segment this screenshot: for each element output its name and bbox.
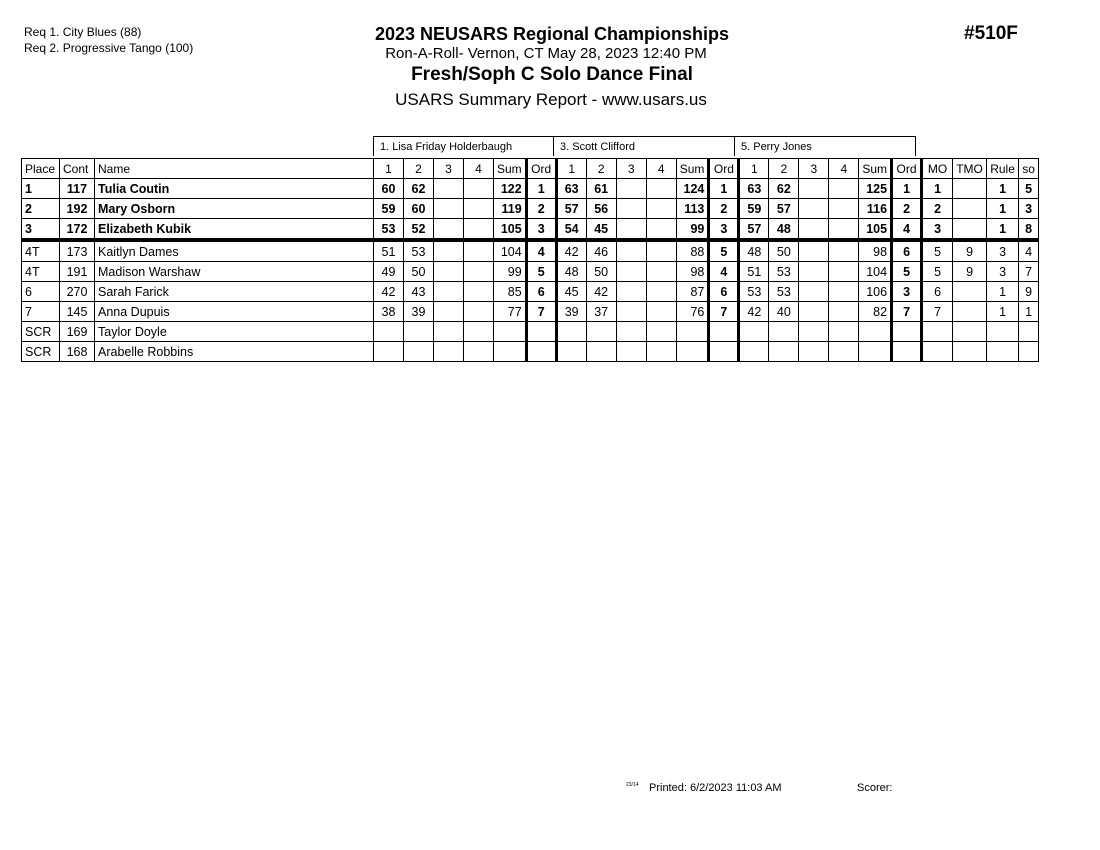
column-header: 4	[646, 159, 676, 179]
rule-cell	[987, 322, 1019, 342]
score-cell	[586, 342, 616, 362]
header-name: Name	[95, 159, 374, 179]
competition-title: 2023 NEUSARS Regional Championships	[374, 24, 730, 44]
mo-cell: 5	[922, 262, 953, 282]
so-cell: 9	[1019, 282, 1039, 302]
score-cell	[829, 322, 859, 342]
score-cell	[646, 179, 676, 199]
column-header: 3	[616, 159, 646, 179]
score-cell	[799, 302, 829, 322]
score-cell	[799, 262, 829, 282]
score-cell: 51	[739, 262, 769, 282]
score-cell	[616, 179, 646, 199]
score-cell	[799, 179, 829, 199]
score-cell	[769, 342, 799, 362]
skater-name: Madison Warshaw	[95, 262, 374, 282]
tmo-cell: 9	[953, 240, 987, 262]
score-cell	[829, 262, 859, 282]
score-cell: 53	[404, 240, 434, 262]
sum-cell: 99	[676, 219, 709, 241]
place-cell: 1	[22, 179, 60, 199]
table-header-row	[22, 159, 1039, 179]
sum-cell	[494, 342, 527, 362]
score-cell: 42	[556, 240, 586, 262]
column-header: 3	[434, 159, 464, 179]
required-dance-2: Req 2. Progressive Tango (100)	[24, 41, 194, 55]
printed-timestamp: Printed: 6/2/2023 11:03 AM	[649, 782, 782, 794]
score-cell: 57	[556, 199, 586, 219]
place-cell: 2	[22, 199, 60, 219]
score-cell: 45	[586, 219, 616, 241]
score-cell	[374, 342, 404, 362]
mo-cell: 2	[922, 199, 953, 219]
place-cell: 7	[22, 302, 60, 322]
place-cell: 6	[22, 282, 60, 302]
so-cell: 3	[1019, 199, 1039, 219]
score-cell	[434, 199, 464, 219]
ordinal-cell	[526, 322, 556, 342]
rule-cell: 1	[987, 282, 1019, 302]
contestant-number: 191	[60, 262, 95, 282]
ordinal-cell: 3	[709, 219, 739, 241]
rule-cell: 1	[987, 302, 1019, 322]
score-cell: 53	[769, 282, 799, 302]
score-cell	[464, 342, 494, 362]
score-cell: 43	[404, 282, 434, 302]
sum-cell	[676, 342, 709, 362]
skater-name: Taylor Doyle	[95, 322, 374, 342]
column-header: Ord	[892, 159, 922, 179]
score-cell: 60	[404, 199, 434, 219]
column-header: 4	[464, 159, 494, 179]
place-cell: 4T	[22, 262, 60, 282]
column-header: Rule	[987, 159, 1019, 179]
place-cell: 3	[22, 219, 60, 241]
score-cell	[404, 322, 434, 342]
score-cell	[829, 199, 859, 219]
skater-name: Arabelle Robbins	[95, 342, 374, 362]
sum-cell: 98	[676, 262, 709, 282]
ordinal-cell: 6	[709, 282, 739, 302]
score-cell	[464, 302, 494, 322]
score-cell: 49	[374, 262, 404, 282]
score-cell: 42	[374, 282, 404, 302]
score-cell	[829, 342, 859, 362]
score-cell	[616, 322, 646, 342]
ordinal-cell: 4	[709, 262, 739, 282]
mo-cell: 1	[922, 179, 953, 199]
score-cell	[464, 282, 494, 302]
contestant-number: 117	[60, 179, 95, 199]
scorer-label: Scorer:	[857, 782, 893, 794]
results-table	[21, 158, 1039, 362]
score-cell	[556, 322, 586, 342]
rule-cell: 3	[987, 262, 1019, 282]
column-header: Sum	[676, 159, 709, 179]
skater-name: Mary Osborn	[95, 199, 374, 219]
sum-cell: 106	[859, 282, 892, 302]
mo-cell: 7	[922, 302, 953, 322]
column-header: 2	[586, 159, 616, 179]
skater-name: Sarah Farick	[95, 282, 374, 302]
score-cell	[616, 199, 646, 219]
tmo-cell	[953, 342, 987, 362]
sum-cell	[676, 322, 709, 342]
score-cell: 37	[586, 302, 616, 322]
ordinal-cell: 2	[709, 199, 739, 219]
judge-name: 1. Lisa Friday Holderbaugh	[374, 137, 554, 157]
rule-cell: 1	[987, 219, 1019, 241]
mo-cell: 3	[922, 219, 953, 241]
column-header: 4	[829, 159, 859, 179]
score-cell	[646, 322, 676, 342]
table-row	[22, 282, 1039, 302]
ordinal-cell	[709, 342, 739, 362]
sum-cell	[859, 322, 892, 342]
score-cell	[464, 240, 494, 262]
score-cell	[829, 282, 859, 302]
sum-cell: 85	[494, 282, 527, 302]
column-header: 1	[374, 159, 404, 179]
score-cell: 54	[556, 219, 586, 241]
mo-cell: 5	[922, 240, 953, 262]
place-cell: SCR	[22, 322, 60, 342]
score-cell	[434, 322, 464, 342]
ordinal-cell: 1	[526, 179, 556, 199]
tmo-cell	[953, 179, 987, 199]
sum-cell: 105	[859, 219, 892, 241]
score-cell: 42	[586, 282, 616, 302]
score-cell	[464, 199, 494, 219]
score-cell	[829, 219, 859, 241]
skater-name: Kaitlyn Dames	[95, 240, 374, 262]
column-header: Sum	[859, 159, 892, 179]
score-cell: 39	[556, 302, 586, 322]
header-cont: Cont	[60, 159, 95, 179]
score-cell	[646, 342, 676, 362]
skater-name: Tulia Coutin	[95, 179, 374, 199]
sum-cell: 88	[676, 240, 709, 262]
score-cell	[616, 342, 646, 362]
rule-cell: 3	[987, 240, 1019, 262]
score-cell	[799, 219, 829, 241]
ordinal-cell: 4	[526, 240, 556, 262]
score-cell	[646, 302, 676, 322]
table-row	[22, 262, 1039, 282]
score-cell	[646, 262, 676, 282]
so-cell: 1	[1019, 302, 1039, 322]
rule-cell: 1	[987, 179, 1019, 199]
score-cell	[646, 219, 676, 241]
score-cell	[434, 302, 464, 322]
judge-name: 5. Perry Jones	[735, 137, 916, 157]
ordinal-cell: 7	[892, 302, 922, 322]
score-cell	[829, 240, 859, 262]
so-cell: 5	[1019, 179, 1039, 199]
sum-cell: 99	[494, 262, 527, 282]
column-header: Ord	[526, 159, 556, 179]
so-cell: 8	[1019, 219, 1039, 241]
score-cell: 50	[404, 262, 434, 282]
score-cell: 60	[374, 179, 404, 199]
score-cell: 48	[739, 240, 769, 262]
score-cell	[586, 322, 616, 342]
ordinal-cell: 3	[892, 282, 922, 302]
rule-cell: 1	[987, 199, 1019, 219]
ordinal-cell: 5	[709, 240, 739, 262]
score-cell: 53	[374, 219, 404, 241]
score-cell	[556, 342, 586, 362]
skater-name: Anna Dupuis	[95, 302, 374, 322]
score-cell	[646, 240, 676, 262]
score-cell	[616, 262, 646, 282]
event-name: Fresh/Soph C Solo Dance Final	[411, 64, 693, 85]
sum-cell: 119	[494, 199, 527, 219]
contestant-number: 172	[60, 219, 95, 241]
so-cell: 4	[1019, 240, 1039, 262]
header-place: Place	[22, 159, 60, 179]
score-cell: 48	[769, 219, 799, 241]
tmo-cell	[953, 219, 987, 241]
so-cell	[1019, 322, 1039, 342]
tmo-cell: 9	[953, 262, 987, 282]
score-cell: 59	[374, 199, 404, 219]
score-cell: 51	[374, 240, 404, 262]
ordinal-cell: 7	[709, 302, 739, 322]
column-header: 2	[404, 159, 434, 179]
column-header: MO	[922, 159, 953, 179]
tmo-cell	[953, 282, 987, 302]
column-header: 2	[769, 159, 799, 179]
score-cell	[739, 342, 769, 362]
score-cell: 62	[404, 179, 434, 199]
sum-cell: 87	[676, 282, 709, 302]
score-cell	[769, 322, 799, 342]
score-cell	[616, 240, 646, 262]
score-cell	[434, 179, 464, 199]
table-row	[22, 342, 1039, 362]
ordinal-cell: 1	[892, 179, 922, 199]
table-row	[22, 179, 1039, 199]
judge-name: 3. Scott Clifford	[554, 137, 735, 157]
score-cell	[829, 302, 859, 322]
sum-cell	[859, 342, 892, 362]
venue-date: Ron-A-Roll- Vernon, CT May 28, 2023 12:40 PM	[385, 45, 707, 62]
tmo-cell	[953, 199, 987, 219]
ordinal-cell: 3	[526, 219, 556, 241]
sum-cell: 125	[859, 179, 892, 199]
contestant-number: 169	[60, 322, 95, 342]
score-cell: 39	[404, 302, 434, 322]
column-header: Ord	[709, 159, 739, 179]
mo-cell	[922, 322, 953, 342]
tmo-cell	[953, 322, 987, 342]
score-cell	[799, 240, 829, 262]
score-cell	[616, 219, 646, 241]
score-cell	[616, 302, 646, 322]
column-header: 1	[556, 159, 586, 179]
table-row	[22, 322, 1039, 342]
sum-cell: 104	[494, 240, 527, 262]
score-cell	[434, 240, 464, 262]
contestant-number: 192	[60, 199, 95, 219]
ordinal-cell: 2	[526, 199, 556, 219]
score-cell: 46	[586, 240, 616, 262]
sum-cell	[494, 322, 527, 342]
score-cell: 62	[769, 179, 799, 199]
score-cell: 61	[586, 179, 616, 199]
contestant-number: 168	[60, 342, 95, 362]
score-cell: 57	[739, 219, 769, 241]
column-header: Sum	[494, 159, 527, 179]
score-cell	[799, 322, 829, 342]
score-cell	[829, 179, 859, 199]
judge-header-table	[373, 136, 916, 156]
score-cell	[646, 282, 676, 302]
footer-code: 23/14	[626, 782, 639, 788]
score-cell	[434, 342, 464, 362]
score-cell: 56	[586, 199, 616, 219]
score-cell	[739, 322, 769, 342]
score-cell	[464, 179, 494, 199]
ordinal-cell: 5	[892, 262, 922, 282]
table-row	[22, 302, 1039, 322]
ordinal-cell	[892, 322, 922, 342]
score-cell	[799, 199, 829, 219]
sum-cell: 98	[859, 240, 892, 262]
table-row	[22, 219, 1039, 241]
contestant-number: 270	[60, 282, 95, 302]
ordinal-cell	[709, 322, 739, 342]
table-row	[22, 199, 1039, 219]
required-dance-1: Req 1. City Blues (88)	[24, 25, 142, 39]
sum-cell: 76	[676, 302, 709, 322]
so-cell	[1019, 342, 1039, 362]
table-row	[22, 240, 1039, 262]
score-cell: 63	[556, 179, 586, 199]
score-cell	[616, 282, 646, 302]
score-cell	[434, 282, 464, 302]
score-cell: 53	[769, 262, 799, 282]
sum-cell: 77	[494, 302, 527, 322]
ordinal-cell: 2	[892, 199, 922, 219]
score-cell: 57	[769, 199, 799, 219]
mo-cell	[922, 342, 953, 362]
event-number: #510F	[964, 23, 1018, 44]
score-cell	[464, 322, 494, 342]
score-cell: 40	[769, 302, 799, 322]
score-cell	[799, 342, 829, 362]
sum-cell: 82	[859, 302, 892, 322]
score-cell	[434, 262, 464, 282]
score-cell	[464, 219, 494, 241]
place-cell: SCR	[22, 342, 60, 362]
tmo-cell	[953, 302, 987, 322]
ordinal-cell	[892, 342, 922, 362]
report-title: USARS Summary Report - www.usars.us	[395, 90, 707, 109]
rule-cell	[987, 342, 1019, 362]
score-cell	[799, 282, 829, 302]
contestant-number: 145	[60, 302, 95, 322]
sum-cell: 124	[676, 179, 709, 199]
ordinal-cell: 6	[526, 282, 556, 302]
ordinal-cell: 7	[526, 302, 556, 322]
score-cell: 42	[739, 302, 769, 322]
score-cell: 45	[556, 282, 586, 302]
contestant-number: 173	[60, 240, 95, 262]
sum-cell: 116	[859, 199, 892, 219]
ordinal-cell	[526, 342, 556, 362]
score-cell: 63	[739, 179, 769, 199]
column-header: 3	[799, 159, 829, 179]
ordinal-cell: 6	[892, 240, 922, 262]
ordinal-cell: 5	[526, 262, 556, 282]
score-cell: 50	[586, 262, 616, 282]
ordinal-cell: 1	[709, 179, 739, 199]
score-cell: 50	[769, 240, 799, 262]
place-cell: 4T	[22, 240, 60, 262]
sum-cell: 105	[494, 219, 527, 241]
sum-cell: 122	[494, 179, 527, 199]
column-header: 1	[739, 159, 769, 179]
skater-name: Elizabeth Kubik	[95, 219, 374, 241]
score-cell	[374, 322, 404, 342]
score-cell	[434, 219, 464, 241]
column-header: TMO	[953, 159, 987, 179]
score-cell	[404, 342, 434, 362]
ordinal-cell: 4	[892, 219, 922, 241]
column-header: so	[1019, 159, 1039, 179]
so-cell: 7	[1019, 262, 1039, 282]
mo-cell: 6	[922, 282, 953, 302]
sum-cell: 113	[676, 199, 709, 219]
score-cell: 53	[739, 282, 769, 302]
score-cell	[464, 262, 494, 282]
score-cell: 38	[374, 302, 404, 322]
score-cell: 52	[404, 219, 434, 241]
score-cell: 59	[739, 199, 769, 219]
score-cell	[646, 199, 676, 219]
sum-cell: 104	[859, 262, 892, 282]
score-cell: 48	[556, 262, 586, 282]
